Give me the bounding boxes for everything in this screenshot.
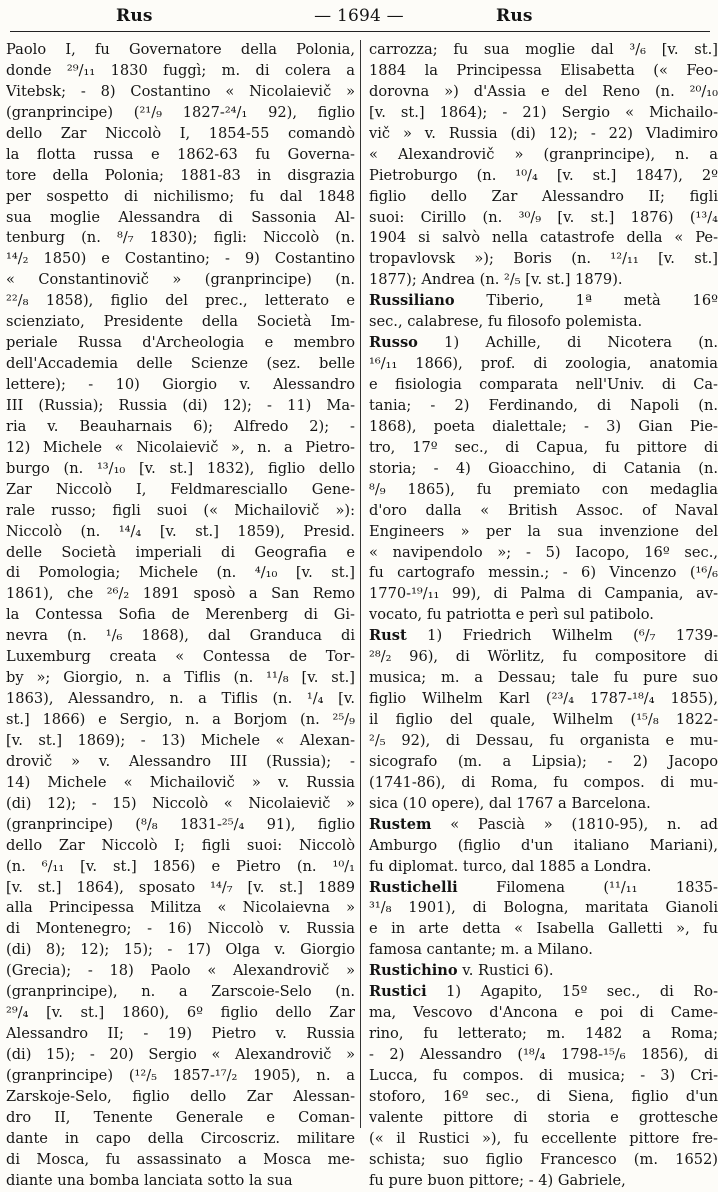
text-line: figlio dello Zar Alessandro II; figli (369, 187, 718, 205)
text-line: di Montenegro; - 16) Niccolò v. Russia (6, 920, 355, 938)
text-line: tania; - 2) Ferdinando, di Napoli (n. (369, 396, 718, 414)
text-line: (n. ⁶/₁₁ [v. st.] 1856) e Pietro (n. ¹⁰/₁ (6, 857, 355, 875)
text-line: sua moglie Alessandra di Sassonia Al- (6, 208, 355, 226)
text-line: ma, Vescovo d'Ancona e poi di Came- (369, 1004, 718, 1022)
text-line: tenburg (n. ⁸/₇ 1830); figli: Niccolò (n. (6, 229, 355, 247)
text-line: Russo 1) Achille, di Nicotera (n. (369, 334, 718, 352)
text-line: sica (10 opere), dal 1767 a Barcelona. (369, 794, 651, 812)
text-line: Lucca, fu compos. di musica; - 3) Cri- (369, 1066, 718, 1084)
text-line: (« il Rustici »), fu eccellente pittore fre- (369, 1129, 718, 1147)
text-line: Pietroburgo (n. ¹⁰/₄ [v. st.] 1847), 2º (369, 166, 718, 184)
text-line: (granprincipe) (⁸/₈ 1831-²⁵/₄ 91), figlio (6, 815, 355, 833)
text-line: Amburgo (figlio d'un italiano Mariani), (369, 836, 718, 854)
text-line: [v. st.] 1864), sposato ¹⁴/₇ [v. st.] 1889 (6, 878, 355, 896)
text-line: (1741-86), di Roma, fu compos. di mu- (369, 773, 718, 791)
text-line: drovič » v. Alessandro III (Russia); - (6, 752, 355, 770)
text-line: st.] 1866) e Sergio, n. a Borjom (n. ²⁵/₉ (6, 711, 355, 728)
text-line: rale russo; figli suoi (« Michailovič »): (6, 501, 355, 519)
text-line: Rustichelli Filomena (¹¹/₁₁ 1835- (369, 878, 718, 896)
text-line: ¹⁴/₂ 1850) e Costantino; - 9) Costantino (6, 250, 355, 268)
text-line: rino, fu letterato; m. 1482 a Roma; (369, 1025, 718, 1043)
header-rule (10, 31, 710, 32)
text-line: (di) 8); 12); 15); - 17) Olga v. Giorgio (6, 941, 355, 959)
text-line: periale Russa d'Archeologia e membro (6, 334, 355, 352)
text-line: e in arte detta « Isabella Galletti », fu (369, 920, 718, 938)
text-line: 1861), che ²⁶/₂ 1891 sposò a San Remo (6, 585, 355, 603)
text-line: (di) 12); - 15) Niccolò « Nicolaievič » (6, 794, 355, 812)
text-line: tore della Polonia; 1881-83 in disgrazia (6, 166, 355, 184)
text-line: lettere); - 10) Giorgio v. Alessandro (6, 376, 355, 393)
text-line: ⁸/₉ 1865), fu premiato con medaglia (369, 480, 718, 498)
text-line: fu cartografo messin.; - 6) Vincenzo (¹⁶/₆ (369, 564, 718, 582)
text-line: suoi: Cirillo (n. ³⁰/₉ [v. st.] 1876) (¹³/₄ (369, 208, 718, 226)
header-left-keyword: Rus (116, 6, 153, 26)
text-line: 1863), Alessandro, n. a Tiflis (n. ¹/₄ [v. (6, 690, 355, 708)
text-line: III (Russia); Russia (di) 12); - 11) Ma- (6, 396, 355, 414)
text-line: dro II, Tenente Generale e Coman- (6, 1108, 355, 1126)
text-line: vič » v. Russia (di) 12); - 22) Vladimiro (369, 124, 718, 142)
text-line: ¹⁶/₁₁ 1866), prof. di zoologia, anatomia (369, 355, 718, 373)
entry-headword: Rustichino (369, 962, 458, 980)
text-line: « navipendolo »; - 5) Iacopo, 16º sec., (369, 543, 718, 561)
text-line: Rustichino v. Rustici 6). (369, 962, 554, 980)
text-line: (Grecia); - 18) Paolo « Alexandrovič » (6, 962, 355, 980)
text-line: la flotta russa e 1862-63 fu Governa- (6, 145, 355, 163)
text-line: (granprincipe) (²¹/₉ 1827-²⁴/₁ 92), figlio (6, 103, 355, 121)
text-line: Zarskoje-Selo, figlio dello Zar Alessan- (6, 1087, 355, 1105)
text-line: ³¹/₈ 1901), di Bologna, maritata Gianoli (369, 899, 718, 917)
text-line: valente pittore di storia e grottesche (369, 1108, 718, 1126)
text-line: ²⁹/₄ [v. st.] 1860), 6º figlio dello Zar (6, 1004, 355, 1022)
text-line: Alessandro II; - 19) Pietro v. Russia (6, 1025, 355, 1043)
text-line: schista; suo figlio Francesco (m. 1652) (369, 1150, 718, 1168)
left-column (6, 40, 355, 1192)
text-line: famosa cantante; m. a Milano. (369, 941, 593, 959)
text-line: vocato, fu patriotta e perì sul patibolo. (369, 606, 654, 624)
text-line: dante in capo della Circoscriz. militare (6, 1129, 355, 1147)
text-line: dell'Accademia delle Scienze (sez. belle (6, 355, 355, 373)
text-line: burgo (n. ¹³/₁₀ [v. st.] 1832), figlio dello (6, 459, 355, 477)
entry-headword: Rustichelli (369, 878, 458, 896)
text-line: sec., calabrese, fu filosofo polemista. (369, 313, 643, 331)
text-line: fu diplomat. turco, dal 1885 a Londra. (369, 857, 652, 875)
text-line: « Constantinovič » (granprincipe) (n. (6, 271, 355, 289)
text-line: tropavlovsk »); Boris (n. ¹²/₁₁ [v. st.] (369, 250, 718, 268)
text-line: Rust 1) Friedrich Wilhelm (⁶/₇ 1739- (369, 627, 718, 645)
text-line: - 2) Alessandro (¹⁸/₄ 1798-¹⁵/₆ 1856), di (369, 1046, 718, 1063)
text-line: Niccolò (n. ¹⁴/₄ [v. st.] 1859), Presid. (6, 522, 355, 540)
text-line: figlio Wilhelm Karl (²³/₄ 1787-¹⁸/₄ 1855), (369, 690, 718, 708)
text-line: Rustem « Pascià » (1810-95), n. ad (369, 815, 718, 833)
right-column (369, 40, 718, 1192)
header-right-keyword: Rus (496, 6, 533, 26)
text-line: (di) 15); - 20) Sergio « Alexandrovič » (6, 1046, 355, 1063)
entry-headword: Rustem (369, 815, 432, 833)
text-line: (granprincipe) (¹²/₅ 1857-¹⁷/₂ 1905), n. a (6, 1066, 355, 1084)
text-line: il figlio del quale, Wilhelm (¹⁵/₈ 1822- (369, 711, 718, 728)
text-line: [v. st.] 1869); - 13) Michele « Alexan- (6, 731, 355, 749)
text-line: dello Zar Niccolò I; figli suoi: Niccolò (6, 836, 355, 854)
text-line: alla Principessa Militza « Nicolaievna » (6, 899, 355, 917)
text-line: Paolo I, fu Governatore della Polonia, (6, 41, 355, 58)
text-line: di Mosca, fu assassinato a Mosca me- (6, 1150, 355, 1168)
text-line: la Contessa Sofia de Merenberg di Gi- (6, 606, 355, 624)
entry-headword: Rust (369, 627, 407, 645)
text-line: fu pure buon pittore; - 4) Gabriele, (369, 1171, 626, 1189)
text-line: e fisiologia comparata nell'Univ. di Ca- (369, 376, 718, 393)
text-line: delle Società imperiali di Geografia e (6, 543, 355, 561)
column-divider (360, 40, 361, 1128)
text-line: Zar Niccolò I, Feldmaresciallo Gene- (6, 480, 355, 498)
text-line: nevra (n. ¹/₆ 1868), dal Granduca di (6, 627, 355, 645)
text-line: 1904 si salvò nella catastrofe della « Pe- (369, 229, 718, 247)
text-line: Rustici 1) Agapito, 15º sec., di Ro- (369, 983, 718, 1001)
text-line: [v. st.] 1864); - 21) Sergio « Michailo- (369, 103, 718, 121)
text-line: by »; Giorgio, n. a Tiflis (n. ¹¹/₈ [v. st.] (6, 669, 355, 687)
text-line: « Alexandrovič » (granprincipe), n. a (369, 145, 718, 163)
text-line: di Pomologia; Michele (n. ⁴/₁₀ [v. st.] (6, 564, 355, 582)
text-line: ²⁸/₂ 96), di Wörlitz, fu compositore di (369, 648, 718, 666)
page-header (0, 6, 718, 32)
text-line: 12) Michele « Nicolaievič », n. a Pietro- (6, 438, 355, 456)
text-line: dello Zar Niccolò I, 1854-55 comandò (6, 124, 355, 142)
text-line: sicografo (m. a Lipsia); - 2) Jacopo (369, 752, 718, 770)
entry-headword: Russo (369, 334, 418, 352)
text-line: (granprincipe), n. a Zarscoie-Selo (n. (6, 983, 355, 1001)
text-line: Russiliano Tiberio, 1ª metà 16º (369, 292, 718, 310)
text-line: ²²/₈ 1858), figlio del prec., letterato e (6, 292, 355, 310)
text-line: stoforo, 16º sec., di Siena, figlio d'un (369, 1087, 718, 1105)
text-line: donde ²⁹/₁₁ 1830 fuggì; m. di colera a (6, 61, 355, 79)
entry-headword: Rustici (369, 983, 427, 1001)
entry-headword: Russiliano (369, 292, 455, 310)
text-line: carrozza; fu sua moglie dal ³/₆ [v. st.] (369, 41, 718, 58)
text-line: Luxemburg creata « Contessa de Tor- (6, 648, 355, 666)
text-line: dorovna ») d'Assia e del Reno (n. ²⁰/₁₀ (369, 82, 718, 100)
text-line: 14) Michele « Michailovič » v. Russia (6, 773, 355, 791)
text-line: Vitebsk; - 8) Costantino « Nicolaievič » (6, 82, 355, 100)
text-line: per sospetto di nichilismo; fu dal 1848 (6, 187, 355, 205)
text-line: scienziato, Presidente della Società Im- (6, 313, 355, 331)
text-line: tro, 17º sec., di Capua, fu pittore di (369, 438, 718, 456)
page-number: — 1694 — (314, 6, 404, 26)
text-line: ²/₅ 92), di Dessau, fu organista e mu- (369, 731, 718, 749)
text-line: musica; m. a Dessau; tale fu pure suo (369, 669, 718, 687)
text-line: d'oro dalla « British Assoc. of Naval (369, 501, 718, 519)
text-line: 1877); Andrea (n. ²/₅ [v. st.] 1879). (369, 271, 623, 289)
text-line: diante una bomba lanciata sotto la sua (6, 1171, 293, 1189)
text-line: Engineers » per la sua invenzione del (369, 522, 718, 540)
text-line: 1884 la Principessa Elisabetta (« Feo- (369, 61, 718, 79)
text-line: ria v. Beauharnais 6); Alfredo 2); - (6, 417, 355, 435)
text-line: 1868), poeta dialettale; - 3) Gian Pie- (369, 417, 718, 435)
text-line: storia; - 4) Gioacchino, di Catania (n. (369, 459, 718, 477)
text-line: 1770-¹⁹/₁₁ 99), di Palma di Campania, av- (369, 585, 718, 603)
